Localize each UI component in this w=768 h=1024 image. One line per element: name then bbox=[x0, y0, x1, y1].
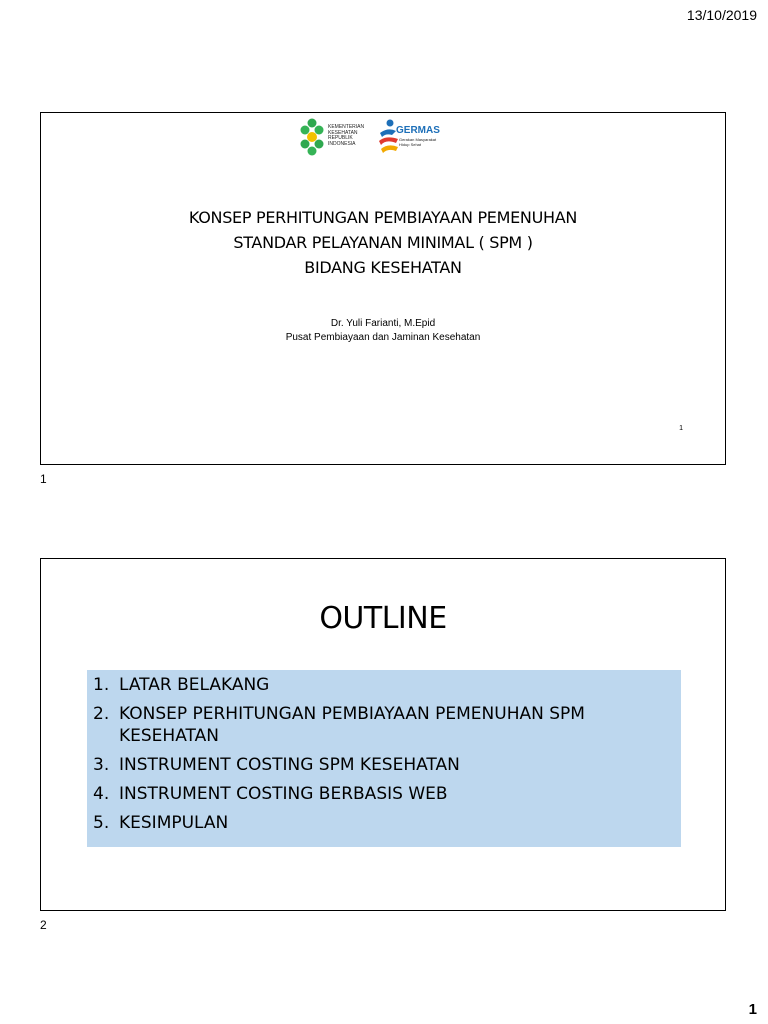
outline-item bbox=[93, 703, 671, 747]
outline-item-number: 2. bbox=[93, 704, 110, 724]
germas-logo bbox=[376, 117, 440, 159]
kemenkes-logo-text: INDONESIA bbox=[328, 140, 356, 147]
slide-inner-number: 1 bbox=[679, 425, 683, 432]
title-line: BIDANG KESEHATAN bbox=[304, 258, 462, 277]
slide-1-label: 1 bbox=[40, 472, 47, 486]
outline-item-number: 5. bbox=[93, 813, 110, 833]
author-block bbox=[41, 317, 725, 345]
kemenkes-logo-text: KEMENTERIAN bbox=[328, 124, 365, 130]
outline-item-text: INSTRUMENT COSTING SPM KESEHATAN bbox=[119, 755, 460, 775]
slide-1 bbox=[40, 112, 726, 465]
outline-item bbox=[93, 783, 671, 805]
outline-item bbox=[93, 754, 671, 776]
author-affiliation: Pusat Pembiayaan dan Jaminan Kesehatan bbox=[285, 332, 481, 343]
page-number: 1 bbox=[748, 1001, 757, 1018]
germas-logo-subtext: Hidup Sehat bbox=[399, 141, 422, 147]
kemenkes-flower-icon bbox=[299, 117, 325, 157]
kemenkes-logo-text: KESEHATAN bbox=[328, 129, 358, 136]
outline-item-text: INSTRUMENT COSTING BERBASIS WEB bbox=[119, 784, 448, 804]
outline-item-number: 4. bbox=[93, 784, 110, 804]
logos bbox=[299, 117, 439, 159]
outline-item bbox=[93, 674, 671, 696]
slide-2 bbox=[40, 558, 726, 911]
outline-item-text: KESIMPULAN bbox=[119, 813, 229, 833]
outline-title: OUTLINE bbox=[319, 601, 447, 636]
kemenkes-logo-text: REPUBLIK bbox=[328, 135, 353, 141]
author-name: Dr. Yuli Farianti, M.Epid bbox=[330, 318, 436, 329]
germas-logo-title: GERMAS bbox=[396, 125, 440, 136]
outline-item bbox=[93, 812, 671, 834]
outline-box bbox=[87, 670, 681, 847]
print-date: 13/10/2019 bbox=[686, 7, 757, 23]
slide-1-title bbox=[41, 205, 725, 280]
germas-logo-subtext: Gerakan Masyarakat bbox=[399, 137, 437, 142]
outline-item-text: LATAR BELAKANG bbox=[119, 675, 270, 695]
slide-2-label: 2 bbox=[40, 918, 47, 932]
outline-item-number: 1. bbox=[93, 675, 110, 695]
title-line: STANDAR PELAYANAN MINIMAL ( SPM ) bbox=[233, 233, 533, 252]
kemenkes-logo bbox=[299, 117, 369, 159]
outline-item-number: 3. bbox=[93, 755, 110, 775]
outline-item-text: KONSEP PERHITUNGAN PEMBIAYAAN PEMENUHAN SPM KESEHATAN bbox=[119, 704, 585, 746]
outline-list bbox=[93, 674, 671, 834]
title-line: KONSEP PERHITUNGAN PEMBIAYAAN PEMENUHAN bbox=[188, 208, 578, 227]
